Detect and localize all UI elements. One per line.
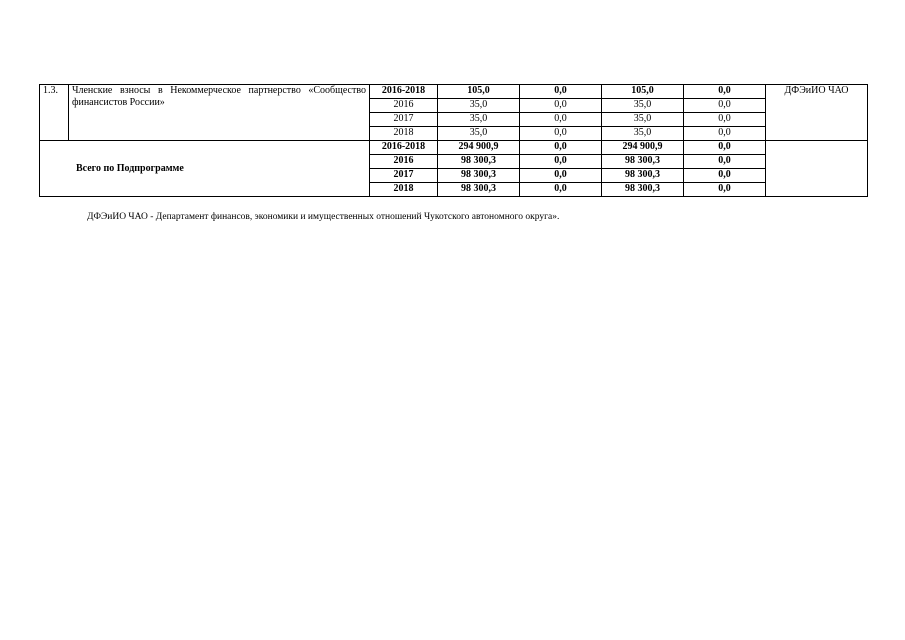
subprogram-total-label: Всего по Подпрограмме: [40, 141, 370, 197]
value-cell: 0,0: [684, 85, 766, 99]
year-cell: 2017: [370, 169, 438, 183]
value-cell: 105,0: [602, 85, 684, 99]
value-cell: 0,0: [684, 99, 766, 113]
abbreviation-footnote: ДФЭиИО ЧАО - Департамент финансов, экономики и имущественных отношений Чукотского автономного округа».: [87, 212, 560, 222]
value-cell: 35,0: [602, 127, 684, 141]
value-cell: 0,0: [520, 155, 602, 169]
year-cell: 2016: [370, 99, 438, 113]
executor-cell-empty: [766, 141, 868, 197]
subprogram-finance-table: [39, 84, 868, 197]
value-cell: 98 300,3: [438, 169, 520, 183]
value-cell: 105,0: [438, 85, 520, 99]
value-cell: 98 300,3: [602, 155, 684, 169]
value-cell: 0,0: [520, 113, 602, 127]
value-cell: 0,0: [520, 169, 602, 183]
year-cell: 2018: [370, 127, 438, 141]
executor-cell: ДФЭиИО ЧАО: [766, 85, 868, 141]
year-cell: 2017: [370, 113, 438, 127]
value-cell: 0,0: [520, 183, 602, 197]
year-cell: 2018: [370, 183, 438, 197]
value-cell: 0,0: [520, 127, 602, 141]
value-cell: 35,0: [438, 127, 520, 141]
value-cell: 98 300,3: [602, 183, 684, 197]
value-cell: 294 900,9: [602, 141, 684, 155]
value-cell: 0,0: [684, 183, 766, 197]
value-cell: 35,0: [602, 99, 684, 113]
value-cell: 0,0: [520, 141, 602, 155]
year-cell: 2016-2018: [370, 141, 438, 155]
table-row: [40, 141, 868, 155]
item-number: 1.3.: [40, 85, 69, 141]
value-cell: 35,0: [438, 113, 520, 127]
value-cell: 98 300,3: [438, 155, 520, 169]
value-cell: 0,0: [684, 141, 766, 155]
value-cell: 0,0: [684, 155, 766, 169]
value-cell: 98 300,3: [602, 169, 684, 183]
value-cell: 0,0: [520, 85, 602, 99]
value-cell: 98 300,3: [438, 183, 520, 197]
item-name: Членские взносы в Некоммерческое партнерство «Сообщество финансистов России»: [69, 85, 370, 141]
year-cell: 2016: [370, 155, 438, 169]
value-cell: 0,0: [684, 113, 766, 127]
table-row: [40, 85, 868, 99]
value-cell: 294 900,9: [438, 141, 520, 155]
value-cell: 0,0: [684, 127, 766, 141]
value-cell: 0,0: [520, 99, 602, 113]
value-cell: 35,0: [602, 113, 684, 127]
value-cell: 35,0: [438, 99, 520, 113]
value-cell: 0,0: [684, 169, 766, 183]
year-cell: 2016-2018: [370, 85, 438, 99]
